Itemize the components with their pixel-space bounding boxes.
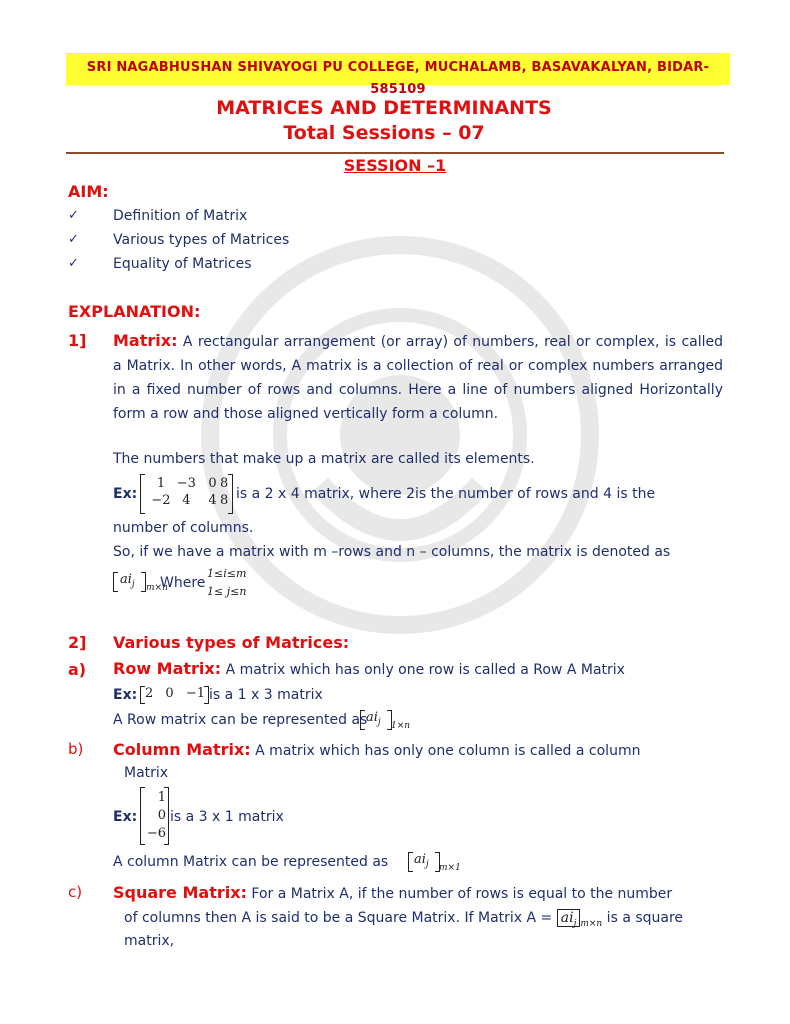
college-banner bbox=[66, 53, 730, 97]
aim-item: Various types of Matrices bbox=[113, 232, 290, 248]
row-matrix-values bbox=[145, 686, 205, 701]
matrix-left-bracket bbox=[140, 474, 145, 514]
notation-symbol bbox=[120, 572, 135, 590]
matrix-cell: 0 bbox=[165, 686, 174, 701]
where-label: Where bbox=[160, 575, 206, 591]
column-matrix-definition bbox=[113, 738, 723, 763]
term-square-matrix: Square Matrix: bbox=[113, 883, 247, 902]
check-icon: ✓ bbox=[68, 256, 79, 271]
term-row-matrix: Row Matrix: bbox=[113, 659, 222, 678]
notation-base: ai bbox=[120, 572, 132, 587]
matrix-definition bbox=[113, 329, 723, 426]
column-representation: A column Matrix can be represented as bbox=[113, 854, 389, 870]
row-representation: A Row matrix can be represented as bbox=[113, 712, 368, 728]
college-name: SRI NAGABHUSHAN SHIVAYOGI PU COLLEGE, MUCHALAMB, BASAVAKALYAN, BIDAR- 585109 bbox=[86, 60, 710, 97]
mn-line: So, if we have a matrix with m –rows and n – columns, the matrix is denoted as bbox=[113, 544, 671, 560]
row-example-text: is a 1 x 3 matrix bbox=[209, 687, 323, 703]
item-label: c) bbox=[68, 883, 83, 901]
column-matrix-values bbox=[144, 789, 166, 843]
types-heading: Various types of Matrices: bbox=[113, 633, 350, 652]
matrix-cell: 8 bbox=[219, 476, 229, 491]
matrix-cell: 0 bbox=[157, 808, 166, 823]
condition-j: 1≤ j≤n bbox=[207, 585, 247, 598]
item-label: b) bbox=[68, 740, 84, 758]
matrix-cell: 0 bbox=[208, 476, 217, 491]
term-column-matrix: Column Matrix: bbox=[113, 740, 251, 759]
example-text-continued: number of columns. bbox=[113, 520, 254, 536]
column-matrix-text: A matrix which has only one column is called a column bbox=[250, 743, 641, 759]
notation-sub: j bbox=[425, 859, 429, 870]
matrix-cell: 4 bbox=[208, 493, 217, 508]
example-label: Ex: bbox=[113, 687, 138, 703]
notation-sub: j bbox=[573, 918, 577, 929]
square-matrix-text-2b: is a square bbox=[602, 910, 684, 926]
section-number: 1] bbox=[68, 331, 87, 350]
matrix-cell: 2 bbox=[145, 686, 154, 701]
square-matrix-definition bbox=[113, 881, 723, 906]
check-icon: ✓ bbox=[68, 208, 79, 223]
example-label: Ex: bbox=[113, 486, 138, 502]
square-matrix-text-3: matrix, bbox=[124, 933, 175, 949]
notation-symbol bbox=[366, 710, 381, 728]
check-icon: ✓ bbox=[68, 232, 79, 247]
notation-size: m×n bbox=[146, 583, 168, 593]
square-notation bbox=[557, 909, 581, 927]
row-matrix-definition bbox=[113, 659, 625, 678]
college-seal-watermark bbox=[200, 235, 600, 635]
notation-size: m×n bbox=[580, 918, 603, 929]
matrix-right-bracket bbox=[228, 474, 233, 514]
notation-left-bracket bbox=[113, 572, 118, 592]
matrix-cell: −1 bbox=[185, 686, 205, 701]
square-matrix-text-2: of columns then A is said to be a Square Matrix. If Matrix A = bbox=[124, 910, 557, 926]
example-text: is a 2 x 4 matrix, where 2is the number of rows and 4 is the bbox=[236, 486, 656, 502]
aim-item: Definition of Matrix bbox=[113, 208, 248, 224]
term-matrix: Matrix: bbox=[113, 331, 178, 350]
notation-symbol bbox=[414, 852, 429, 870]
document-title: MATRICES AND DETERMINANTS bbox=[216, 97, 552, 119]
notation-sub: j bbox=[131, 579, 135, 590]
notation-base: ai bbox=[366, 710, 378, 725]
notation-size: m×1 bbox=[439, 863, 461, 873]
matrix-cell: 8 bbox=[219, 493, 229, 508]
matrix-cell: 1 bbox=[156, 476, 166, 491]
square-matrix-text-continued bbox=[124, 909, 683, 929]
example-matrix bbox=[150, 476, 230, 508]
notation-base: ai bbox=[414, 852, 426, 867]
elements-line: The numbers that make up a matrix are called its elements. bbox=[113, 451, 535, 467]
notation-base: ai bbox=[560, 910, 574, 926]
explanation-heading: EXPLANATION: bbox=[68, 302, 201, 321]
column-example-text: is a 3 x 1 matrix bbox=[170, 809, 284, 825]
column-right-bracket bbox=[164, 787, 169, 845]
session-heading: SESSION –1 bbox=[343, 156, 447, 175]
item-label: a) bbox=[68, 660, 87, 679]
title-divider bbox=[66, 152, 724, 154]
square-matrix-text: For a Matrix A, if the number of rows is equal to the number bbox=[246, 886, 673, 902]
matrix-cell: −2 bbox=[151, 493, 171, 508]
notation-left-bracket bbox=[408, 852, 413, 872]
matrix-definition-text: A rectangular arrangement (or array) of numbers, real or complex, is called a Matrix. In other words, A matrix is a collection of real or complex numbers arranged in a fixed number of rows and columns. Here a line of numbers aligned Horizontally form a row and those aligned vertically form a column. bbox=[113, 334, 723, 422]
document-subtitle: Total Sessions – 07 bbox=[283, 122, 485, 144]
aim-item: Equality of Matrices bbox=[113, 256, 252, 272]
condition-i: 1≤i≤m bbox=[207, 567, 247, 580]
section-number: 2] bbox=[68, 633, 87, 652]
notation-left-bracket bbox=[360, 710, 365, 730]
matrix-cell: 1 bbox=[157, 790, 166, 805]
notation-sub: j bbox=[377, 717, 381, 728]
notation-size: 1×n bbox=[391, 721, 411, 731]
example-label: Ex: bbox=[113, 809, 138, 825]
matrix-cell: 4 bbox=[182, 493, 191, 508]
row-matrix-text: A matrix which has only one row is called a Row A Matrix bbox=[221, 662, 625, 678]
aim-heading: AIM: bbox=[68, 182, 109, 201]
column-matrix-text-continued: Matrix bbox=[124, 765, 169, 781]
matrix-cell: −6 bbox=[146, 826, 166, 841]
matrix-cell: −3 bbox=[176, 476, 196, 491]
